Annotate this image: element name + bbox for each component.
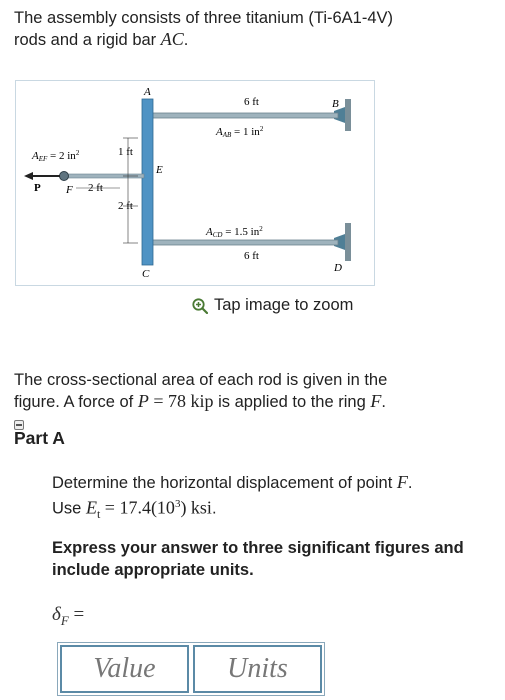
problem-line-1: The cross-sectional area of each rod is given in the <box>14 371 388 389</box>
intro-line-1: The assembly consists of three titanium (Ti-6A1-4V) <box>14 9 394 27</box>
assembly-diagram <box>16 81 374 285</box>
answer-box <box>57 642 325 696</box>
prompt-line-2: Use $E_t = 17.4(10^3)$ ksi. <box>52 497 217 521</box>
label-b: B <box>332 98 339 110</box>
prompt-line-1: Determine the horizontal displacement of point F. <box>52 472 413 492</box>
problem-intro <box>14 8 494 51</box>
label-p: P <box>34 182 41 194</box>
assembly-figure[interactable] <box>15 80 375 286</box>
problem-statement <box>14 370 494 413</box>
label-dim-2ft-horizontal: 2 ft <box>88 182 103 194</box>
label-cd-length: 6 ft <box>244 250 259 262</box>
label-ef-area: AEF = 2 $in^2$ <box>32 149 80 163</box>
label-a: A <box>144 86 151 98</box>
label-ab-length: 6 ft <box>244 96 259 108</box>
label-f: F <box>66 184 73 196</box>
value-input[interactable]: Value <box>60 645 189 693</box>
rigid-bar-ac <box>142 99 153 265</box>
label-c: C <box>142 268 150 280</box>
part-a-prompt <box>52 472 492 525</box>
force-value: 78 kip <box>167 391 214 411</box>
wall-b <box>345 99 351 131</box>
label-ab-area: AAB = 1 $in^2$ <box>216 125 264 139</box>
ring-f <box>60 172 69 181</box>
answer-instructions: Express your answer to three significant figures and include appropriate units. <box>52 539 464 579</box>
zoom-label: Tap image to zoom <box>214 296 354 314</box>
part-a-title[interactable]: Part A <box>14 428 65 448</box>
intro-line-2: rods and a rigid bar AC. <box>14 29 189 49</box>
label-cd-area: ACD = 1.5 $in^2$ <box>206 225 263 239</box>
units-input[interactable]: Units <box>193 645 322 693</box>
wall-d <box>345 223 351 261</box>
label-dim-1ft: 1 ft <box>118 146 133 158</box>
bar-ac-symbol: AC <box>160 29 184 49</box>
force-arrowhead <box>24 172 33 180</box>
problem-line-2: figure. A force of P = 78 kip is applied to the ring F. <box>14 391 386 411</box>
rod-ab <box>150 113 338 118</box>
tap-to-zoom-link[interactable] <box>192 296 353 315</box>
rod-cd <box>150 240 338 245</box>
label-dim-2ft-vertical: 2 ft <box>118 200 133 212</box>
label-e: E <box>156 164 163 176</box>
answer-label: $\delta_F$ = <box>52 604 85 628</box>
label-d: D <box>334 262 342 274</box>
zoom-in-icon <box>192 298 208 314</box>
